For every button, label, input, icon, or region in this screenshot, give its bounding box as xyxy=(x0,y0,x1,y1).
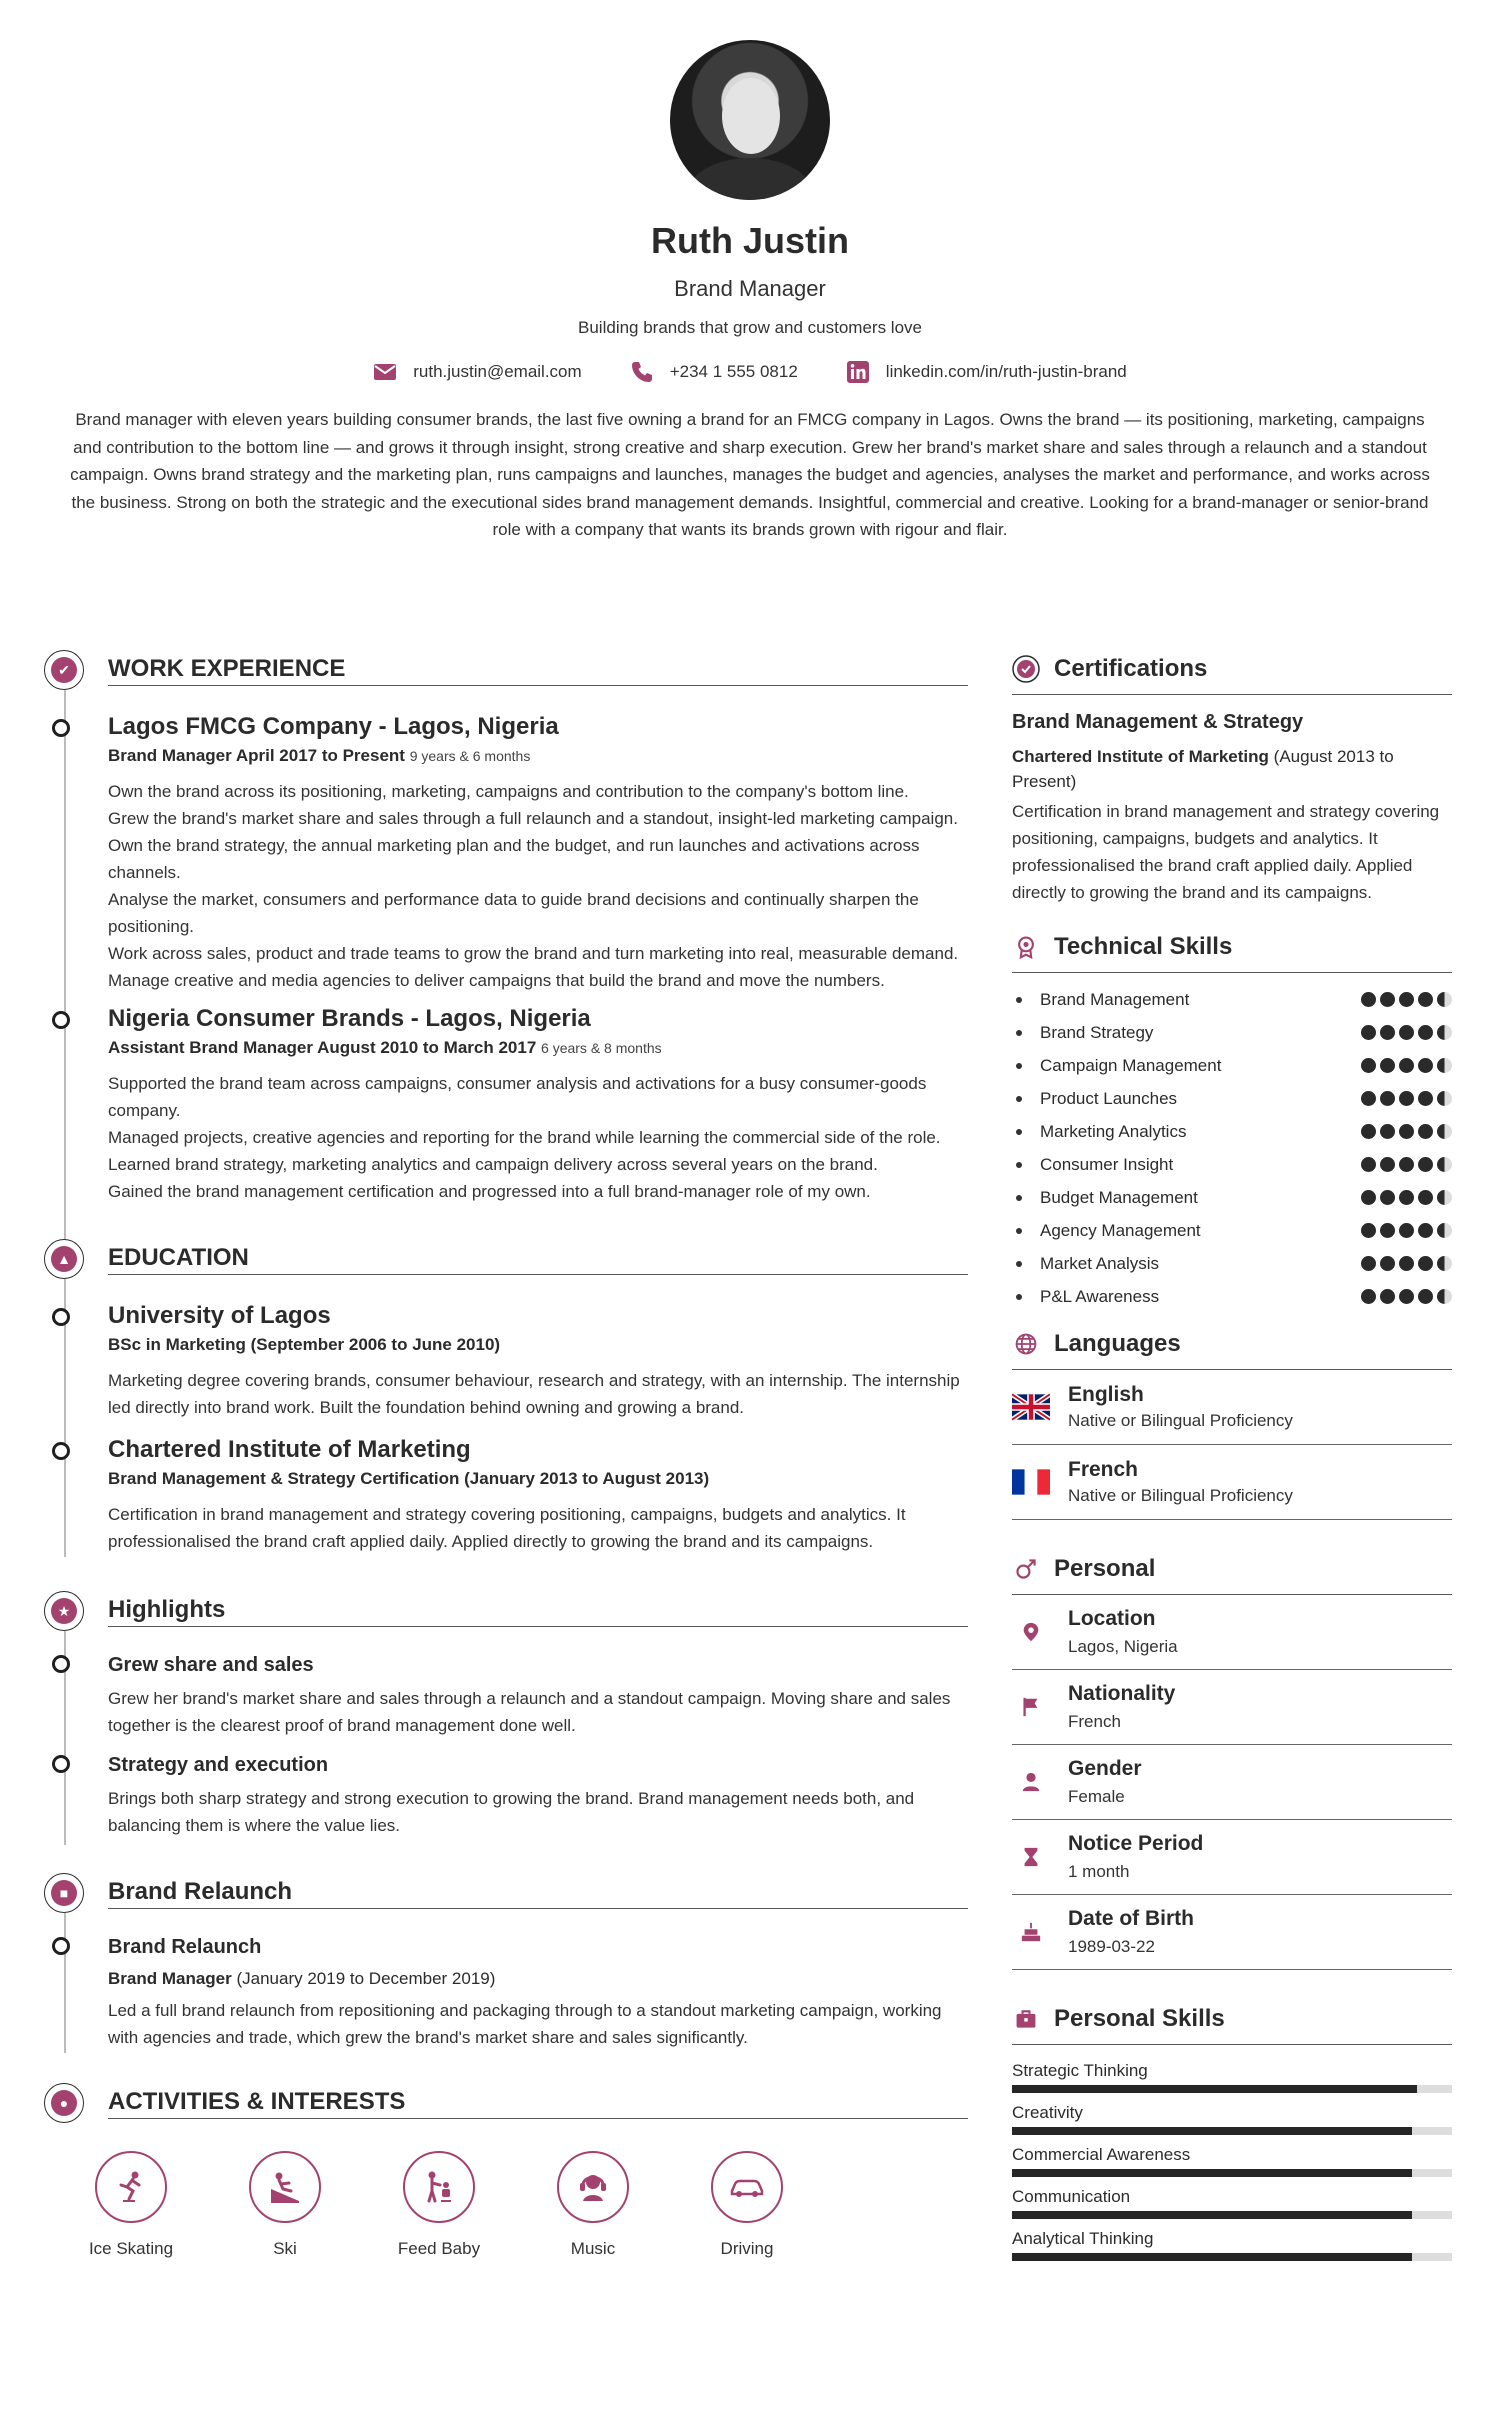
skill-row xyxy=(1012,983,1452,1016)
rating-dot xyxy=(1418,1256,1433,1271)
rating-dot xyxy=(1399,1091,1414,1106)
linkedin-contact[interactable] xyxy=(846,360,1127,384)
highlight-title: Grew share and sales xyxy=(108,1654,314,1676)
highlight-description: Grew her brand's market share and sales through a relaunch and a standout campaign. Moving share and sales together is the clearest proof of brand management done well. xyxy=(108,1689,951,1735)
highlight-description: Brings both sharp strategy and strong execution to growing the brand. Brand management needs both, and balancing them is where the value lies. xyxy=(108,1789,915,1835)
rating-dot xyxy=(1418,1091,1433,1106)
language-item xyxy=(1012,1445,1452,1520)
project-role: Brand Manager (January 2019 to December 2019) xyxy=(108,1969,496,1988)
skill-rating xyxy=(1361,1256,1452,1271)
rating-dot xyxy=(1437,1190,1452,1205)
section-title: Personal xyxy=(1054,1555,1156,1582)
personal-item xyxy=(1012,1820,1452,1895)
tagline: Building brands that grow and customers love xyxy=(578,318,922,337)
section-title: ACTIVITIES & INTERESTS xyxy=(108,2088,968,2119)
certificate-title: Brand Management & Strategy xyxy=(1012,711,1304,733)
graduation-cap-icon: ▲ xyxy=(44,1239,84,1279)
phone-text: +234 1 555 0812 xyxy=(669,362,798,381)
rating-dot xyxy=(1418,1124,1433,1139)
rating-dot xyxy=(1399,1025,1414,1040)
rating-dot xyxy=(1418,1025,1433,1040)
activities-section xyxy=(44,2077,968,2259)
person-icon xyxy=(1012,1771,1050,1793)
skill-name: Budget Management xyxy=(1012,1188,1198,1208)
section-title: EDUCATION xyxy=(108,1244,968,1275)
personal-label: Date of Birth xyxy=(1068,1907,1194,1930)
rating-dot xyxy=(1361,1058,1376,1073)
degree: Brand Management & Strategy Certification (January 2013 to August 2013) xyxy=(108,1469,710,1488)
rating-dot xyxy=(1361,1289,1376,1304)
education-description: Marketing degree covering brands, consumer behaviour, research and strategy, with an internship. The internship led directly into brand work. Built the foundation behind owning and growing a brand. xyxy=(108,1371,960,1417)
rating-dot xyxy=(1380,992,1395,1007)
rating-dot xyxy=(1437,1025,1452,1040)
personal-skill-item xyxy=(1012,2187,1452,2219)
personal-skill-bar-fill xyxy=(1012,2253,1412,2261)
rating-dot xyxy=(1380,1223,1395,1238)
personal-label: Notice Period xyxy=(1068,1832,1204,1855)
personal-skills-section xyxy=(1012,1994,1452,2261)
france-flag-icon xyxy=(1012,1468,1050,1496)
rating-dot xyxy=(1399,992,1414,1007)
skill-rating xyxy=(1361,992,1452,1007)
skill-name: Market Analysis xyxy=(1012,1254,1159,1274)
music-icon xyxy=(557,2151,629,2223)
candidate-name: Ruth Justin xyxy=(651,220,849,261)
rating-dot xyxy=(1361,1091,1376,1106)
personal-value: French xyxy=(1068,1712,1121,1731)
section-title: Certifications xyxy=(1054,655,1208,682)
rating-dot xyxy=(1380,1190,1395,1205)
work-experience-section xyxy=(44,644,968,1205)
education-description: Certification in brand management and strategy covering positioning, campaigns, budgets and analytics. It professionalised the brand craft applied daily. Applied directly to growing the brand and its campaigns. xyxy=(108,1505,906,1551)
personal-skill-bar xyxy=(1012,2211,1452,2219)
personal-skill-bar-fill xyxy=(1012,2085,1417,2093)
language-level: Native or Bilingual Proficiency xyxy=(1068,1486,1293,1505)
rating-dot xyxy=(1399,1223,1414,1238)
language-name: French xyxy=(1068,1458,1139,1481)
job-entry xyxy=(108,712,968,994)
rating-dot xyxy=(1437,1223,1452,1238)
rating-dot xyxy=(1418,1289,1433,1304)
ski-icon xyxy=(249,2151,321,2223)
rating-dot xyxy=(1399,1190,1414,1205)
email-icon xyxy=(373,360,397,384)
driving-icon xyxy=(711,2151,783,2223)
globe-icon xyxy=(1012,1330,1040,1358)
rating-dot xyxy=(1399,1157,1414,1172)
rating-dot xyxy=(1399,1124,1414,1139)
skill-row xyxy=(1012,1181,1452,1214)
education-entry xyxy=(108,1301,968,1421)
personal-skill-name: Creativity xyxy=(1012,2103,1083,2122)
rating-dot xyxy=(1361,1190,1376,1205)
email-contact[interactable] xyxy=(373,360,581,384)
phone-icon xyxy=(630,360,654,384)
language-name: English xyxy=(1068,1383,1144,1406)
skill-name: P&L Awareness xyxy=(1012,1287,1159,1307)
job-role: Assistant Brand Manager August 2010 to March 2017 6 years & 8 months xyxy=(108,1038,662,1057)
section-title: Brand Relaunch xyxy=(108,1878,968,1909)
skill-rating xyxy=(1361,1289,1452,1304)
activity-item xyxy=(362,2151,516,2259)
skill-name: Campaign Management xyxy=(1012,1056,1221,1076)
rating-dot xyxy=(1437,992,1452,1007)
rating-dot xyxy=(1361,992,1376,1007)
rating-dot xyxy=(1380,1025,1395,1040)
skill-rating xyxy=(1361,1025,1452,1040)
personal-skill-name: Strategic Thinking xyxy=(1012,2061,1148,2080)
rating-dot xyxy=(1437,1289,1452,1304)
job-description: Supported the brand team across campaigns, consumer analysis and activations for a busy consumer-goods company. Managed projects, creative agencies and reporting for the brand while learning the commercial side of the role. Learned brand strategy, marketing analytics and campaign delivery across several years on the brand. Gained the brand management certification and progressed into a full brand-manager role of my own. xyxy=(108,1074,941,1201)
rating-dot xyxy=(1361,1157,1376,1172)
skill-rating xyxy=(1361,1190,1452,1205)
school-name: University of Lagos xyxy=(108,1302,331,1329)
skill-name: Marketing Analytics xyxy=(1012,1122,1186,1142)
activity-label: Feed Baby xyxy=(397,2239,481,2258)
personal-label: Location xyxy=(1068,1607,1156,1630)
resume-header xyxy=(0,40,1500,544)
language-level: Native or Bilingual Proficiency xyxy=(1068,1411,1293,1430)
personal-skill-bar-fill xyxy=(1012,2169,1412,2177)
feed-baby-icon xyxy=(403,2151,475,2223)
personal-item xyxy=(1012,1670,1452,1745)
personal-item xyxy=(1012,1595,1452,1670)
rating-dot xyxy=(1418,1058,1433,1073)
rating-dot xyxy=(1380,1124,1395,1139)
highlight-entry xyxy=(108,1751,968,1839)
flag-icon xyxy=(1012,1696,1050,1718)
company-name: Lagos FMCG Company - Lagos, Nigeria xyxy=(108,713,559,740)
activity-item xyxy=(208,2151,362,2259)
uk-flag-icon xyxy=(1012,1393,1050,1421)
personal-skill-name: Analytical Thinking xyxy=(1012,2229,1154,2248)
award-ribbon-icon xyxy=(1012,933,1040,961)
technical-skills-section xyxy=(1012,922,1452,1313)
rating-dot xyxy=(1437,1256,1452,1271)
skill-row xyxy=(1012,1247,1452,1280)
skill-rating xyxy=(1361,1091,1452,1106)
school-name: Chartered Institute of Marketing xyxy=(108,1436,471,1463)
personal-item xyxy=(1012,1895,1452,1970)
personal-value: Female xyxy=(1068,1787,1125,1806)
company-name: Nigeria Consumer Brands - Lagos, Nigeria xyxy=(108,1005,591,1032)
job-duration: 6 years & 8 months xyxy=(541,1040,662,1056)
profile-photo xyxy=(670,40,830,200)
rating-dot xyxy=(1418,1223,1433,1238)
skill-row xyxy=(1012,1214,1452,1247)
rating-dot xyxy=(1399,1289,1414,1304)
technical-skills-list xyxy=(1012,983,1452,1313)
job-title: Brand Manager xyxy=(674,276,826,301)
left-column xyxy=(44,644,968,2259)
degree: BSc in Marketing (September 2006 to June 2010) xyxy=(108,1335,501,1354)
job-role: Brand Manager April 2017 to Present 9 years & 6 months xyxy=(108,746,531,765)
personal-skill-bar xyxy=(1012,2085,1452,2093)
skill-row xyxy=(1012,1082,1452,1115)
highlights-section xyxy=(44,1585,968,1839)
briefcase-icon: ■ xyxy=(44,1873,84,1913)
star-icon: ★ xyxy=(44,1591,84,1631)
activity-label: Music xyxy=(570,2239,616,2258)
brand-relaunch-section xyxy=(44,1867,968,2051)
activity-label: Driving xyxy=(720,2239,774,2258)
rating-dot xyxy=(1380,1091,1395,1106)
certificate-description: Certification in brand management and strategy covering positioning, campaigns, budgets and analytics. It professionalised the brand craft applied daily. Applied directly to growing the brand and its campaigns. xyxy=(1012,802,1440,902)
personal-value: Lagos, Nigeria xyxy=(1068,1637,1178,1656)
cake-icon xyxy=(1012,1921,1050,1943)
personal-skills-list xyxy=(1012,2061,1452,2261)
activity-item xyxy=(516,2151,670,2259)
rating-dot xyxy=(1361,1025,1376,1040)
personal-skill-item xyxy=(1012,2061,1452,2093)
skill-rating xyxy=(1361,1124,1452,1139)
personal-skill-bar-fill xyxy=(1012,2211,1412,2219)
rating-dot xyxy=(1437,1091,1452,1106)
section-title: Languages xyxy=(1054,1330,1181,1357)
rating-dot xyxy=(1437,1124,1452,1139)
skill-name: Brand Strategy xyxy=(1012,1023,1153,1043)
project-entry xyxy=(108,1933,968,2051)
skill-name: Agency Management xyxy=(1012,1221,1201,1241)
highlight-title: Strategy and execution xyxy=(108,1754,329,1776)
education-section xyxy=(44,1233,968,1555)
personal-skill-item xyxy=(1012,2229,1452,2261)
badge-icon: ✔ xyxy=(44,650,84,690)
section-title: Highlights xyxy=(108,1596,968,1627)
gender-symbol-icon xyxy=(1012,1555,1040,1583)
personal-skill-bar-fill xyxy=(1012,2127,1412,2135)
rating-dot xyxy=(1437,1058,1452,1073)
personal-skill-bar xyxy=(1012,2127,1452,2135)
certifications-section xyxy=(1012,644,1452,906)
personal-label: Nationality xyxy=(1068,1682,1176,1705)
rating-dot xyxy=(1380,1157,1395,1172)
job-entry xyxy=(108,1004,968,1205)
personal-skill-name: Communication xyxy=(1012,2187,1131,2206)
skill-row xyxy=(1012,1049,1452,1082)
highlight-entry xyxy=(108,1651,968,1739)
personal-value: 1989-03-22 xyxy=(1068,1937,1155,1956)
phone-contact[interactable] xyxy=(630,360,798,384)
skill-row xyxy=(1012,1280,1452,1313)
activity-item xyxy=(54,2151,208,2259)
job-description: Own the brand across its positioning, marketing, campaigns and contribution to the company's bottom line. Grew the brand's market share and sales through a full relaunch and a standout, insight-led marketing campaign. Own the brand strategy, the annual marketing plan and the budget, and run launches and activations across channels. Analyse the market, consumers and performance data to guide brand decisions and continually sharpen the positioning. Work across sales, product and trade teams to grow the brand and turn marketing into real, measurable demand. Manage creative and media agencies to deliver campaigns that build the brand and move the numbers. xyxy=(108,782,959,990)
rating-dot xyxy=(1418,1157,1433,1172)
skill-rating xyxy=(1361,1157,1452,1172)
rating-dot xyxy=(1437,1157,1452,1172)
email-text: ruth.justin@email.com xyxy=(413,362,582,381)
certificate-badge-icon xyxy=(1012,655,1040,683)
personal-item xyxy=(1012,1745,1452,1820)
personal-skill-item xyxy=(1012,2145,1452,2177)
project-title: Brand Relaunch xyxy=(108,1936,262,1958)
personal-skill-bar xyxy=(1012,2169,1452,2177)
skill-name: Product Launches xyxy=(1012,1089,1177,1109)
rating-dot xyxy=(1380,1058,1395,1073)
certificate-issuer: Chartered Institute of Marketing (August 2013 to Present) xyxy=(1012,747,1394,791)
skill-name: Consumer Insight xyxy=(1012,1155,1173,1175)
personal-skill-item xyxy=(1012,2103,1452,2135)
personal-skill-bar xyxy=(1012,2253,1452,2261)
contact-bar xyxy=(0,360,1500,384)
skill-rating xyxy=(1361,1223,1452,1238)
rating-dot xyxy=(1361,1223,1376,1238)
personal-skill-name: Commercial Awareness xyxy=(1012,2145,1191,2164)
rating-dot xyxy=(1380,1256,1395,1271)
location-pin-icon xyxy=(1012,1621,1050,1643)
hourglass-icon xyxy=(1012,1846,1050,1868)
palette-icon: ● xyxy=(44,2083,84,2123)
languages-section xyxy=(1012,1319,1452,1520)
rating-dot xyxy=(1380,1289,1395,1304)
profile-summary: Brand manager with eleven years building consumer brands, the last five owning a brand for an FMCG company in Lagos. Owns the brand — its positioning, marketing, campaigns and contribution to the bottom line — and grows it through insight, strong creative and sharp execution. Grew her brand's market share and sales through a relaunch and a standout campaign. Owns brand strategy and the marketing plan, runs campaigns and launches, manages the budget and agencies, analyses the market and performance, and works across the business. Strong on both the strategic and the executional sides brand management demands. Insightful, commercial and creative. Looking for a brand-manager or senior-brand role with a company that wants its brands grown with rigour and flair. xyxy=(70,410,1430,539)
rating-dot xyxy=(1399,1256,1414,1271)
language-item xyxy=(1012,1370,1452,1445)
education-entry xyxy=(108,1435,968,1555)
skill-row xyxy=(1012,1016,1452,1049)
job-duration: 9 years & 6 months xyxy=(409,748,531,764)
rating-dot xyxy=(1418,1190,1433,1205)
skill-name: Brand Management xyxy=(1012,990,1189,1010)
personal-value: 1 month xyxy=(1068,1862,1130,1881)
activity-label: Ice Skating xyxy=(88,2239,174,2258)
linkedin-icon xyxy=(846,360,870,384)
project-description: Led a full brand relaunch from repositioning and packaging through to a standout marketing campaign, working with agencies and trade, which grew the brand's market share and sales significantly. xyxy=(108,2001,942,2047)
rating-dot xyxy=(1399,1058,1414,1073)
activity-item xyxy=(670,2151,824,2259)
personal-label: Gender xyxy=(1068,1757,1142,1780)
right-column xyxy=(1012,644,1452,2261)
briefcase-icon xyxy=(1012,2005,1040,2033)
section-title: Technical Skills xyxy=(1054,933,1233,960)
skill-rating xyxy=(1361,1058,1452,1073)
rating-dot xyxy=(1361,1124,1376,1139)
ice-skating-icon xyxy=(95,2151,167,2223)
linkedin-text: linkedin.com/in/ruth-justin-brand xyxy=(885,362,1127,381)
skill-row xyxy=(1012,1115,1452,1148)
rating-dot xyxy=(1418,992,1433,1007)
personal-section xyxy=(1012,1544,1452,1970)
section-title: Personal Skills xyxy=(1054,2005,1225,2032)
section-title: WORK EXPERIENCE xyxy=(108,655,968,686)
rating-dot xyxy=(1361,1256,1376,1271)
skill-row xyxy=(1012,1148,1452,1181)
activity-label: Ski xyxy=(273,2239,297,2258)
